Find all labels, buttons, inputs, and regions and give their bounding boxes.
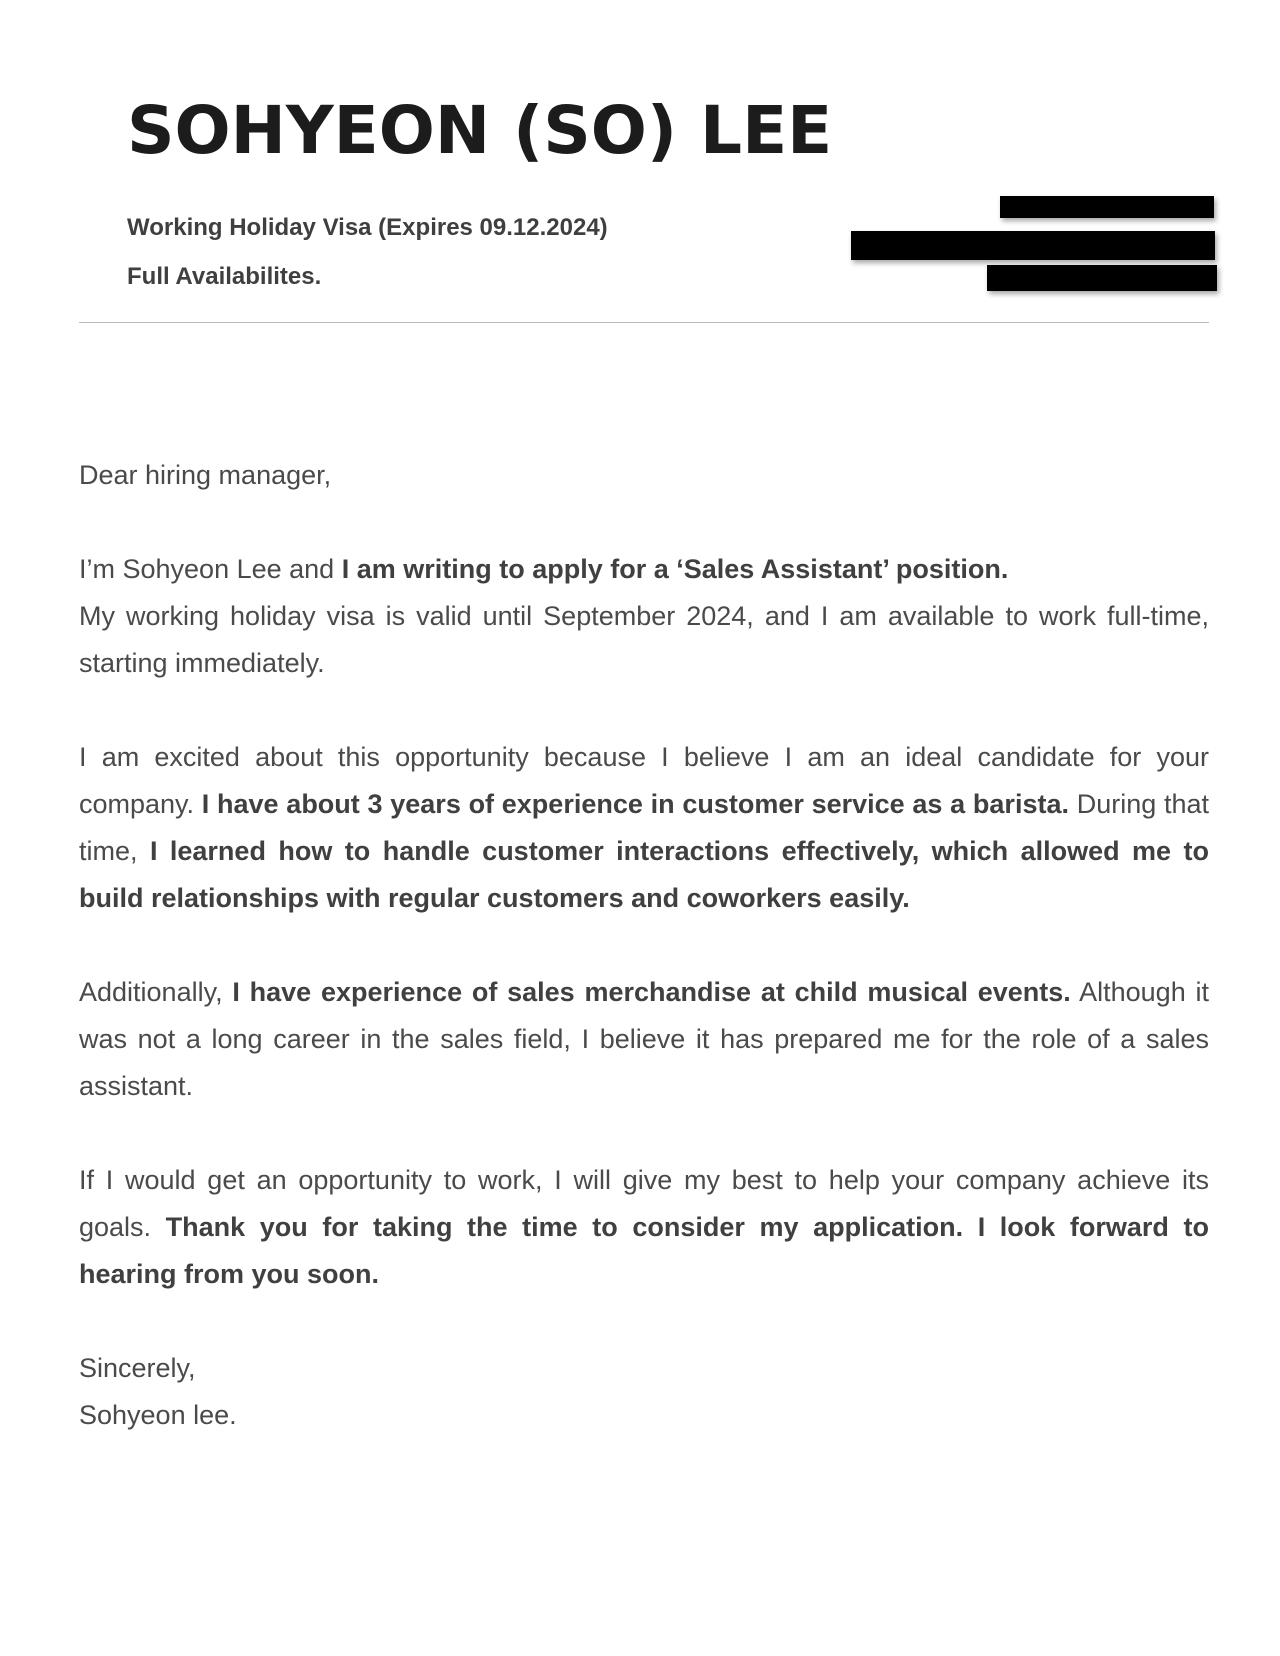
intro-text: I’m Sohyeon Lee and (79, 554, 342, 584)
experience-bold-2: I learned how to handle customer interactions effectively, which allowed me to build relationships with regular customers and coworkers easily. (79, 836, 1209, 913)
salutation: Dear hiring manager, (79, 460, 332, 490)
availability-info: Full Availabilites. (127, 263, 322, 290)
paragraph-sales (79, 969, 1209, 1110)
paragraph-experience (79, 734, 1209, 922)
closing-bold: Thank you for taking the time to consider my application. I look forward to hearing from you soon. (79, 1212, 1209, 1289)
experience-text-2: During that time, (79, 789, 1210, 866)
sales-text-1: Additionally, (79, 977, 233, 1007)
applicant-name: SOHYEON (SO) LEE (127, 92, 833, 169)
sales-bold: I have experience of sales merchandise at child musical events. (232, 977, 1071, 1007)
paragraph-closing (79, 1157, 1209, 1298)
signature: Sohyeon lee. (79, 1400, 237, 1430)
sales-text-2: Although it was not a long career in the sales field, I believe it has prepared me for the role of a sales assistant. (79, 977, 1209, 1101)
closing-text: If I would get an opportunity to work, I will give my best to help your company achieve its goals. (79, 1165, 1209, 1242)
header-divider (79, 322, 1209, 323)
redacted-contact-block (987, 265, 1217, 291)
redacted-phone-block (1000, 196, 1214, 218)
letter-body (79, 452, 1209, 1439)
intro-bold: I am writing to apply for a ‘Sales Assistant’ position. (341, 554, 1009, 584)
visa-info: Working Holiday Visa (Expires 09.12.2024) (127, 214, 608, 241)
experience-text-1: I am excited about this opportunity because I believe I am an ideal candidate for your company. (79, 742, 1209, 819)
redacted-email-block (851, 231, 1215, 260)
experience-bold-1: I have about 3 years of experience in customer service as a barista. (201, 789, 1069, 819)
sign-off: Sincerely, (79, 1353, 196, 1383)
paragraph-intro (79, 546, 1209, 687)
intro-visa-text: My working holiday visa is valid until September 2024, and I am available to work full-time, starting immediately. (79, 601, 1209, 678)
